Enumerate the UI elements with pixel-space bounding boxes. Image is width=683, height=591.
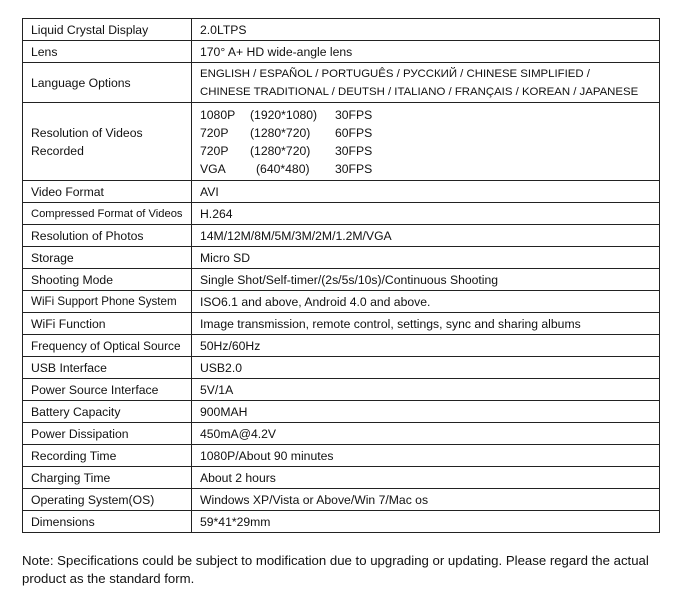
resolution-mode: 720P [200,144,229,158]
table-row [23,291,660,313]
resolution-size: (640*480) [256,162,310,176]
spec-label: Liquid Crystal Display [23,19,192,41]
table-row [23,423,660,445]
spec-value: About 2 hours [192,467,660,489]
resolution-mode: 1080P [200,108,236,122]
spec-value: AVI [192,181,660,203]
spec-label: Language Options [23,63,192,103]
resolution-size: (1920*1080) [250,108,318,122]
table-row [23,269,660,291]
spec-label: Resolution of Photos [23,225,192,247]
resolution-fps: 60FPS [335,126,373,140]
table-row [23,489,660,511]
spec-value: 5V/1A [192,379,660,401]
table-row [23,225,660,247]
spec-value: 1080P/About 90 minutes [192,445,660,467]
spec-value: ISO6.1 and above, Android 4.0 and above. [192,291,660,313]
spec-label: Charging Time [23,467,192,489]
table-row [23,181,660,203]
table-row [23,379,660,401]
spec-value: Image transmission, remote control, settings, sync and sharing albums [192,313,660,335]
spec-label: WiFi Support Phone System [23,291,192,313]
spec-label: Battery Capacity [23,401,192,423]
resolution-size: (1280*720) [250,144,311,158]
table-row [23,445,660,467]
spec-value: Windows XP/Vista or Above/Win 7/Mac os [192,489,660,511]
resolution-line [200,142,659,160]
table-row [23,357,660,379]
spec-label: USB Interface [23,357,192,379]
table-row [23,41,660,63]
spec-label: Compressed Format of Videos [23,203,192,225]
table-row [23,511,660,533]
spec-value: USB2.0 [192,357,660,379]
spec-table [22,18,660,533]
spec-label: Shooting Mode [23,269,192,291]
resolution-fps: 30FPS [335,108,373,122]
spec-value-languages [192,63,660,103]
spec-value-video-resolutions [192,103,660,181]
spec-label: Dimensions [23,511,192,533]
table-row [23,63,660,103]
spec-value: Single Shot/Self-timer/(2s/5s/10s)/Continuous Shooting [192,269,660,291]
table-row [23,19,660,41]
spec-label: Frequency of Optical Source [23,335,192,357]
resolution-fps: 30FPS [335,162,373,176]
spec-label: WiFi Function [23,313,192,335]
language-line: ENGLISH / ESPAÑOL / PORTUGUÊS / РУССКИЙ / CHINESE SIMPLIFIED / [200,68,590,80]
spec-label: Power Dissipation [23,423,192,445]
spec-label: Resolution of Videos Recorded [23,103,192,181]
spec-value: 50Hz/60Hz [192,335,660,357]
spec-value: 170° A+ HD wide-angle lens [192,41,660,63]
table-row [23,401,660,423]
footnote: Note: Specifications could be subject to modification due to upgrading or updating. Please regard the actual product as the standard form. [22,553,649,586]
spec-label: Video Format [23,181,192,203]
spec-label: Operating System(OS) [23,489,192,511]
resolution-mode: 720P [200,126,229,140]
spec-value: H.264 [192,203,660,225]
table-row [23,103,660,181]
spec-value: 59*41*29mm [192,511,660,533]
spec-value: Micro SD [192,247,660,269]
spec-label: Recording Time [23,445,192,467]
table-row [23,335,660,357]
spec-label: Storage [23,247,192,269]
spec-value: 2.0LTPS [192,19,660,41]
spec-value: 14M/12M/8M/5M/3M/2M/1.2M/VGA [192,225,660,247]
spec-label: Power Source Interface [23,379,192,401]
table-row [23,247,660,269]
table-row [23,203,660,225]
resolution-fps: 30FPS [335,144,373,158]
spec-value: 450mA@4.2V [192,423,660,445]
table-row [23,467,660,489]
spec-value: 900MAH [192,401,660,423]
spec-label: Lens [23,41,192,63]
table-row [23,313,660,335]
resolution-line [200,160,659,178]
resolution-line [200,106,659,124]
resolution-line [200,124,659,142]
resolution-size: (1280*720) [250,126,311,140]
language-line: CHINESE TRADITIONAL / DEUTSH / ITALIANO / FRANÇAIS / KOREAN / JAPANESE [200,86,639,98]
resolution-mode: VGA [200,162,226,176]
